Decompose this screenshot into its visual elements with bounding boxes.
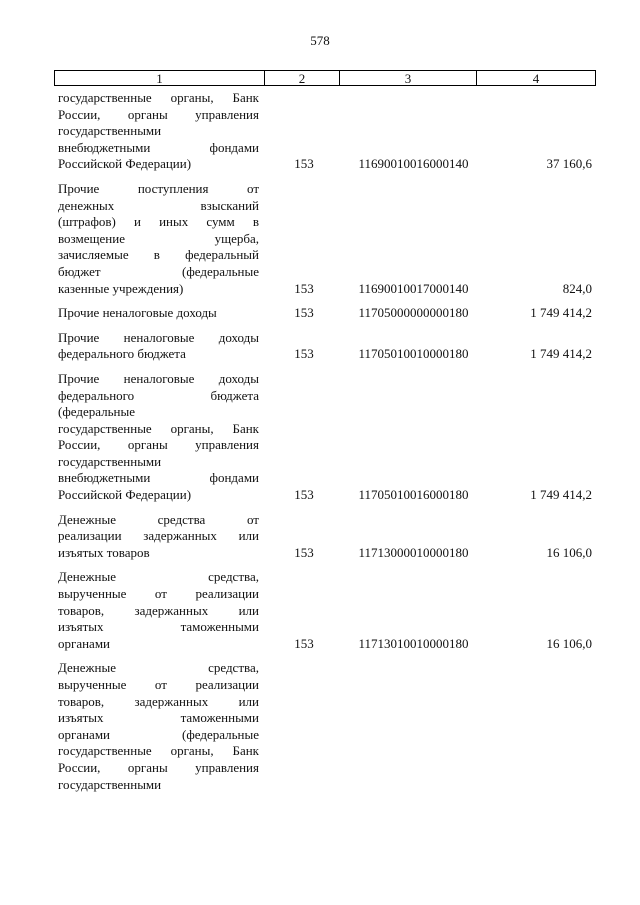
table-row <box>58 371 598 504</box>
row-name-line: федерального бюджета <box>58 387 259 403</box>
table-row <box>58 330 598 363</box>
row-name-line: бюджет (федеральные <box>58 263 259 279</box>
row-name-line: государственными <box>58 453 162 469</box>
row-name-line: внебюджетными фондами <box>58 139 259 155</box>
row-budget-code: 11705000000000180 <box>358 305 469 321</box>
row-name-line: реализации задержанных или <box>58 528 259 544</box>
row-budget-code: 11713010010000180 <box>358 635 469 651</box>
row-name-line: зачисляемые в федеральный <box>58 247 259 263</box>
row-name-line: изъятых товаров <box>58 544 150 560</box>
row-amount: 16 106,0 <box>546 635 592 651</box>
row-name-line: России, органы управления <box>58 437 259 453</box>
row-budget-code: 11713000010000180 <box>358 544 469 560</box>
row-amount: 16 106,0 <box>546 544 592 560</box>
row-admin-code: 153 <box>294 305 314 321</box>
table-row <box>58 569 598 652</box>
row-amount: 1 749 414,2 <box>530 487 592 503</box>
row-amount: 37 160,6 <box>546 156 592 172</box>
row-name-line: казенные учреждения) <box>58 280 184 296</box>
row-name-line: государственные органы, Банк <box>58 420 259 436</box>
header-col-3: 3 <box>339 71 476 85</box>
row-name-line: товаров, задержанных или <box>58 693 259 709</box>
table-row <box>58 305 598 322</box>
row-budget-code: 11705010010000180 <box>358 346 469 362</box>
row-name-line: товаров, задержанных или <box>58 602 259 618</box>
row-name-line: Прочие неналоговые доходы <box>58 305 217 321</box>
row-name-line: внебюджетными фондами <box>58 470 259 486</box>
row-name <box>58 569 259 652</box>
row-name-line: органами (федеральные <box>58 726 259 742</box>
row-budget-code: 11690010017000140 <box>358 280 469 296</box>
table-row <box>58 512 598 562</box>
row-name <box>58 90 259 173</box>
row-name-line: (федеральные <box>58 404 135 420</box>
row-name-line: государственными <box>58 123 162 139</box>
row-name-line: Российской Федерации) <box>58 487 192 503</box>
row-name <box>58 305 259 322</box>
row-admin-code: 153 <box>294 280 314 296</box>
row-name <box>58 371 259 504</box>
row-name-line: Прочие поступления от <box>58 180 259 196</box>
row-admin-code: 153 <box>294 156 314 172</box>
row-name <box>58 512 259 562</box>
row-name-line: Прочие неналоговые доходы <box>58 370 259 386</box>
row-name-line: государственные органы, Банк <box>58 90 259 105</box>
row-name-line: Российской Федерации) <box>58 156 192 172</box>
row-admin-code: 153 <box>294 635 314 651</box>
row-name-line: вырученные от реализации <box>58 586 259 602</box>
row-budget-code: 11705010016000180 <box>358 487 469 503</box>
row-name <box>58 660 259 793</box>
table-body <box>58 90 598 801</box>
row-name-line: Денежные средства, <box>58 569 259 585</box>
row-name-line: (штрафов) и иных сумм в <box>58 214 259 230</box>
page-number: 578 <box>310 33 330 48</box>
row-amount: 1 749 414,2 <box>530 346 592 362</box>
table-row <box>58 660 598 793</box>
row-name-line: изъятых таможенными <box>58 710 259 726</box>
header-col-4: 4 <box>476 71 595 85</box>
row-name-line: денежных взысканий <box>58 197 259 213</box>
row-name-line: Денежные средства, <box>58 660 259 676</box>
table-row <box>58 90 598 173</box>
row-amount: 824,0 <box>562 280 592 296</box>
table-header <box>54 70 596 86</box>
table-row <box>58 181 598 297</box>
row-name-line: федерального бюджета <box>58 346 186 362</box>
row-budget-code: 11690010016000140 <box>358 156 469 172</box>
header-col-1: 1 <box>156 71 163 86</box>
row-name-line: государственные органы, Банк <box>58 743 259 759</box>
header-col-2: 2 <box>264 71 339 85</box>
row-name-line: возмещение ущерба, <box>58 230 259 246</box>
row-name-line: Денежные средства от <box>58 511 259 527</box>
row-admin-code: 153 <box>294 487 314 503</box>
row-name-line: органами <box>58 635 111 651</box>
row-name-line: вырученные от реализации <box>58 677 259 692</box>
row-name-line: государственными <box>58 776 162 792</box>
row-amount: 1 749 414,2 <box>530 305 592 321</box>
row-name <box>58 330 259 363</box>
row-admin-code: 153 <box>294 346 314 362</box>
row-admin-code: 153 <box>294 544 314 560</box>
row-name-line: Прочие неналоговые доходы <box>58 329 259 345</box>
row-name-line: изъятых таможенными <box>58 619 259 635</box>
row-name <box>58 181 259 297</box>
row-name-line: России, органы управления <box>58 106 259 122</box>
row-name-line: России, органы управления <box>58 759 259 775</box>
